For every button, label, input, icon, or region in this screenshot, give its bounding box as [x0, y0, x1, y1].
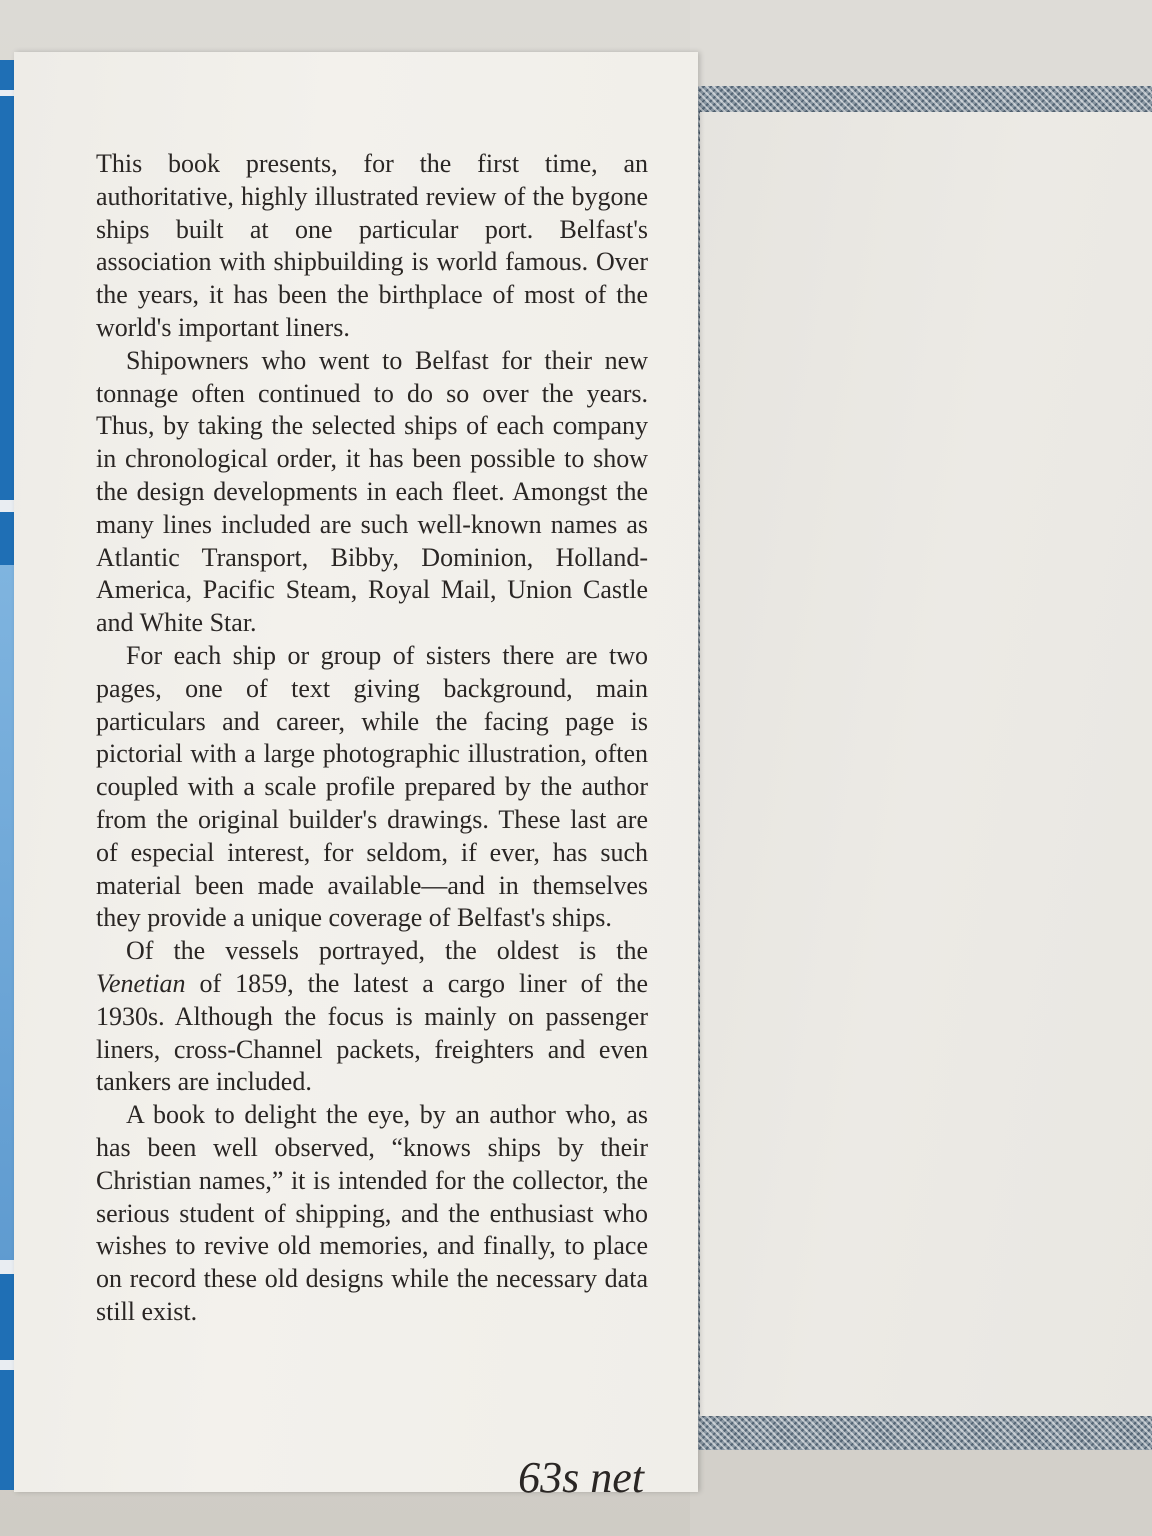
dust-jacket-flap — [14, 52, 698, 1502]
blurb-paragraph: Shipowners who went to Belfast for their new tonnage often continued to do so over the years. Thus, by taking the selected ships of each company in chronological order, it has been possible to show the design developments in each fleet. Amongst the many lines included are such well-known names as Atlantic Transport, Bibby, Dominion, Holland-America, Pacific Steam, Royal Mail, Union Castle and White Star. — [96, 345, 648, 638]
blurb-fragment: of 1859, the latest a cargo liner of the 1930s. Although the focus is mainly on passenger liners, cross-Channel packets, freighters and even tankers are included. — [96, 968, 648, 1097]
blurb-paragraph: For each ship or group of sisters there are two pages, one of text giving background, main particulars and career, while the facing page is pictorial with a large photographic illustration, often coupled with a scale profile prepared by the author from the original builder's drawings. These last are of especial interest, for seldom, if ever, has such material been made available—and in themselves they provide a unique coverage of Belfast's ships. — [96, 640, 648, 933]
cover-stripe — [0, 90, 14, 96]
ship-name-italic: Venetian — [96, 968, 186, 998]
blurb-text — [96, 148, 648, 1329]
table-surface — [690, 1450, 1152, 1536]
cover-sky-strip — [0, 565, 14, 1265]
blurb-paragraph — [96, 935, 648, 1099]
cover-stripe — [0, 1360, 14, 1370]
blurb-paragraph: A book to delight the eye, by an author who, as has been well observed, “knows ships by their Christian names,” it is intended for the collector, the serious student of shipping, and the enthusiast who wishes to revive old memories, and finally, to place on record these old designs while the necessary data still exist. — [96, 1100, 648, 1326]
price-label: 63s net — [518, 1453, 644, 1502]
wall-background — [690, 0, 1152, 86]
blurb-paragraph: This book presents, for the first time, an authoritative, highly illustrated review of the bygone ships built at one particular port. Belfast's association with shipbuilding is world famous. Over the years, it has been the birthplace of most of the world's important liners. — [96, 149, 648, 342]
cover-stripe — [0, 500, 14, 512]
blurb-fragment: Of the vessels portrayed, the oldest is the — [126, 936, 648, 966]
cover-stripe — [0, 1260, 14, 1274]
book-endpaper — [700, 112, 1152, 1416]
cover-blue-edge — [0, 60, 14, 1490]
